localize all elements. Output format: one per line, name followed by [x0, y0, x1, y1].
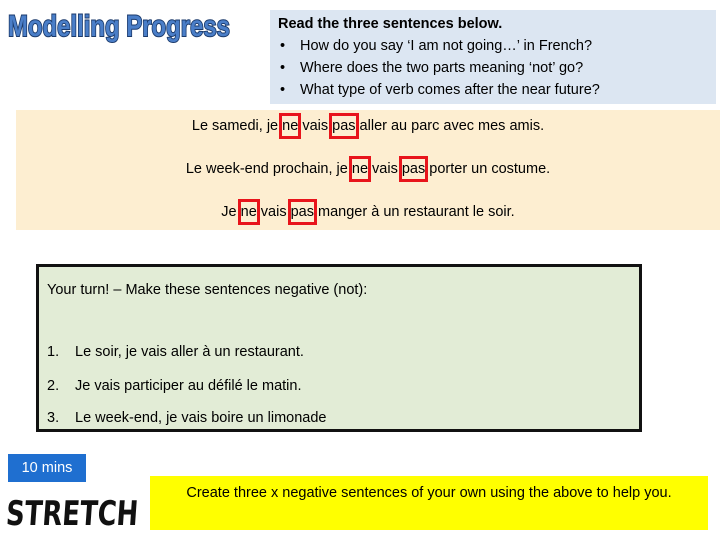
- negation-ne-highlight: ne: [351, 161, 369, 177]
- your-turn-panel: [36, 264, 642, 432]
- sentence-text: vais: [368, 161, 402, 177]
- instructions-title: Read the three sentences below.: [278, 16, 503, 32]
- task-item-text: Le soir, je vais aller à un restaurant.: [75, 344, 304, 360]
- sentence-text: aller au parc avec mes amis.: [355, 118, 545, 134]
- logo-text: Modelling Progress: [8, 10, 230, 43]
- timer-badge: 10 mins: [8, 454, 86, 482]
- question-item: • Where does the two parts meaning ‘not’ go?: [278, 57, 708, 79]
- task-item-number: 2.: [47, 378, 60, 394]
- negation-ne-highlight: ne: [240, 204, 257, 220]
- task-item-text: Le week-end, je vais boire un limonade: [75, 410, 327, 426]
- negation-pas-highlight: pas: [332, 118, 356, 134]
- negation-ne-highlight: ne: [282, 118, 299, 134]
- sentence-text: Je: [221, 204, 241, 220]
- task-item-number: 3.: [47, 410, 60, 426]
- task-title: Your turn! – Make these sentences negative (not):: [47, 282, 368, 298]
- sentence-text: porter un costume.: [425, 161, 551, 177]
- sentence-text: Le week-end prochain, je: [185, 161, 352, 177]
- sentence-text: manger à un restaurant le soir.: [314, 204, 515, 220]
- stretch-task-box: Create three x negative sentences of your own using the above to help you.: [150, 476, 708, 530]
- task-item-text: Je vais participer au défilé le matin.: [75, 378, 302, 394]
- stretch-graphic: [4, 488, 182, 534]
- task-item-number: 1.: [47, 344, 60, 360]
- negation-pas-highlight: pas: [401, 161, 426, 177]
- sentence-text: vais: [256, 204, 291, 220]
- questions-list: [278, 35, 708, 101]
- example-sentence-2: [16, 161, 720, 177]
- sentence-text: vais: [298, 118, 333, 134]
- instructions-panel: [270, 10, 716, 104]
- negation-pas-highlight: pas: [290, 204, 314, 220]
- modelling-progress-logo: [4, 2, 234, 46]
- example-sentence-3: [16, 204, 720, 220]
- example-sentences-panel: [16, 110, 720, 230]
- question-item: • How do you say ‘I am not going…’ in French?: [278, 35, 708, 57]
- stretch-logo: [4, 488, 182, 534]
- logo-graphic: [4, 2, 234, 46]
- task-item-2: [47, 378, 301, 394]
- stretch-logo-text: STRETCH: [4, 494, 182, 534]
- task-item-3: [47, 410, 326, 426]
- task-item-1: [47, 344, 304, 360]
- example-sentence-1: [16, 118, 720, 134]
- question-item: • What type of verb comes after the near future?: [278, 79, 708, 101]
- sentence-text: Le samedi, je: [191, 118, 283, 134]
